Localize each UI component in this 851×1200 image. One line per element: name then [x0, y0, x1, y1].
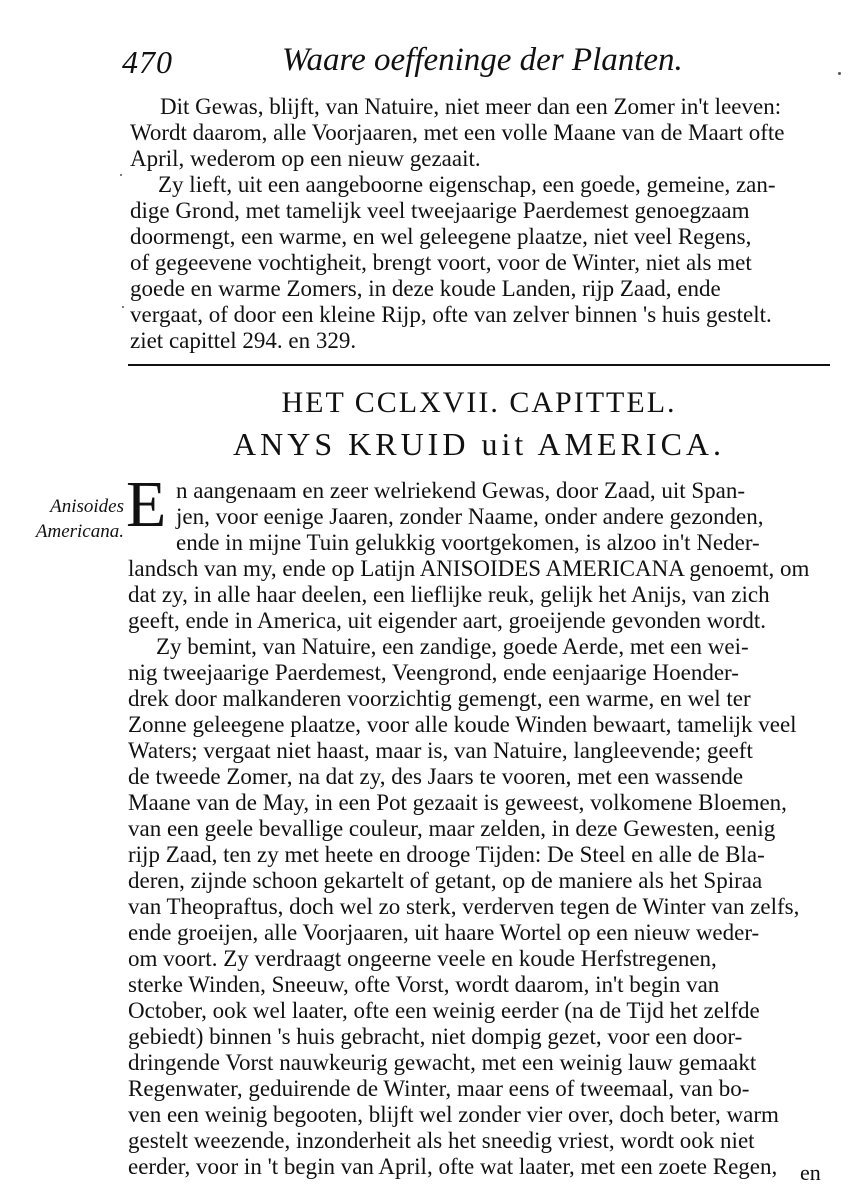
text-line: ziet capittel 294. en 329.	[130, 328, 357, 353]
text-line: ven een weinig begooten, blijft wel zonder vier over, doch beter, warm	[128, 1102, 779, 1127]
marginal-note	[20, 494, 124, 544]
section-divider	[128, 364, 830, 366]
page-number: 470	[122, 44, 173, 80]
text-line: doormengt, een warme, en wel geleegene plaatze, niet veel Regens,	[130, 224, 752, 249]
chapter-title: ANYS KRUID uit AMERICA.	[232, 426, 726, 462]
text-line: geeft, ende in America, uit eigender aart, groeijende gevonden wordt.	[128, 608, 766, 633]
text-line: de tweede Zomer, na dat zy, des Jaars te vooren, met een wassende	[128, 764, 744, 789]
text-line: gestelt weezende, inzonderheit als het sneedig vriest, wordt ook niet	[128, 1128, 755, 1153]
text-line: October, ook wel laater, ofte een weinig eerder (na de Tijd het zelfde	[128, 998, 760, 1023]
text-line: deren, zijnde schoon gekartelt of getant, op de maniere als het Spiraa	[128, 868, 763, 893]
text-line: Zy lieft, uit een aangeboorne eigenschap, een goede, gemeine, zan-	[158, 172, 776, 197]
text-line: Regenwater, geduirende de Winter, maar eens of tweemaal, van bo-	[128, 1076, 750, 1101]
text-line: Zy bemint, van Natuire, een zandige, goede Aerde, met een wei-	[156, 634, 749, 659]
marginal-note-line: Americana.	[35, 521, 124, 542]
text-line: of gegeevene vochtigheit, brengt voort, voor de Winter, niet als met	[130, 250, 752, 275]
chapter-heading: HET CCLXVII. CAPITTEL.	[281, 386, 677, 419]
catch-word: en	[800, 1160, 821, 1185]
text-line: Zonne geleegene plaatze, voor alle koude Winden bewaart, tamelijk veel	[128, 712, 797, 737]
marginal-note-line: Anisoides	[50, 496, 124, 517]
text-line: landsch van my, ende op Latijn ANISOIDES AMERICANA genoemt, om	[128, 556, 810, 581]
text-line: dat zy, in alle haar deelen, een lieflijke reuk, gelijk het Anijs, van zich	[128, 582, 770, 607]
text-line: drek door malkanderen voorzichtig gemengt, een warme, en wel ter	[128, 686, 751, 711]
text-line: sterke Winden, Sneeuw, ofte Vorst, wordt daarom, in't begin van	[128, 972, 720, 997]
ink-speck	[120, 174, 122, 176]
text-line: vergaat, of door een kleine Rijp, ofte van zelver binnen 's huis gestelt.	[130, 302, 772, 327]
text-line: eerder, voor in 't begin van April, ofte wat laater, met een zoete Regen,	[128, 1154, 778, 1179]
text-line: Waters; vergaat niet haast, maar is, van Natuire, langleevende; geeft	[128, 738, 753, 763]
text-line: dringende Vorst nauwkeurig gewacht, met een weinig lauw gemaakt	[128, 1050, 757, 1075]
text-line: rijp Zaad, ten zy met heete en drooge Tijden: De Steel en alle de Bla-	[128, 842, 765, 867]
running-title: Waare oeffeninge der Planten.	[282, 42, 683, 78]
text-line: goede en warme Zomers, in deze koude Landen, rijp Zaad, ende	[130, 276, 721, 301]
ink-speck	[838, 72, 841, 75]
text-line: dige Grond, met tamelijk veel tweejaarige Paerdemest genoegzaam	[130, 198, 750, 223]
ink-speck	[122, 306, 124, 308]
text-line: van een geele bevallige couleur, maar zelden, in deze Gewesten, eenig	[128, 816, 776, 841]
text-line: van Theopraftus, doch wel zo sterk, verderven tegen de Winter van zelfs,	[128, 894, 800, 919]
text-line: nig tweejaarige Paerdemest, Veengrond, ende eenjaarige Hoender-	[128, 660, 739, 685]
text-line: Wordt daarom, alle Voorjaaren, met een volle Maane van de Maart ofte	[130, 120, 785, 145]
text-line: Maane van de May, in een Pot gezaait is geweest, volkomene Bloemen,	[128, 790, 787, 815]
text-line: April, wederom op een nieuw gezaait.	[130, 146, 481, 171]
text-line: jen, voor eenige Jaaren, zonder Naame, onder andere gezonden,	[176, 504, 764, 529]
text-line: n aangenaam en zeer welriekend Gewas, door Zaad, uit Span-	[176, 478, 746, 503]
text-line: ende in mijne Tuin gelukkig voortgekomen, is alzoo in't Neder-	[176, 530, 760, 555]
running-head	[122, 42, 822, 86]
drop-cap: E	[126, 468, 167, 541]
text-line: om voort. Zy verdraagt ongeerne veele en koude Herfstregenen,	[128, 946, 717, 971]
text-line: ende groeijen, alle Voorjaaren, uit haare Wortel op een nieuw weder-	[128, 920, 760, 945]
text-line: Dit Gewas, blijft, van Natuire, niet meer dan een Zomer in't leeven:	[160, 94, 782, 119]
text-line: gebiedt) binnen 's huis gebracht, niet dompig gezet, voor een door-	[128, 1024, 743, 1049]
